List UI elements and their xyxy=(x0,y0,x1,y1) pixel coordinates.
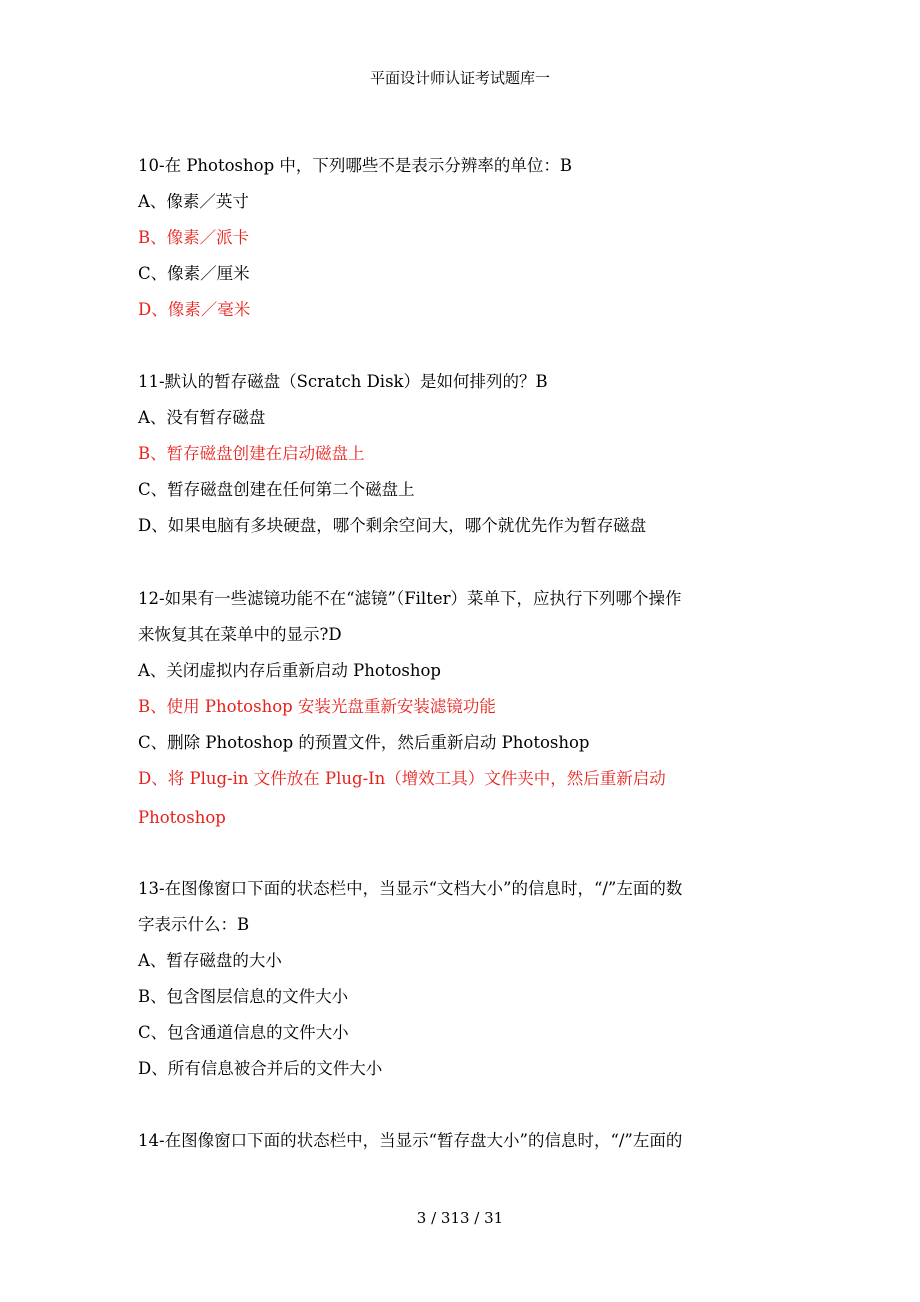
question-12-stem-line-2: 来恢复其在菜单中的显示?D xyxy=(138,625,342,644)
question-11-option-c: C、暂存磁盘创建在任何第二个磁盘上 xyxy=(138,480,415,499)
question-12-option-c: C、删除 Photoshop 的预置文件，然后重新启动 Photoshop xyxy=(138,733,590,752)
question-11-option-d: D、如果电脑有多块硬盘，哪个剩余空间大，哪个就优先作为暂存磁盘 xyxy=(138,516,647,535)
page-number: 3 / 313 / 31 xyxy=(416,1209,504,1227)
question-13-option-d: D、所有信息被合并后的文件大小 xyxy=(138,1059,383,1078)
question-14-stem: 14-在图像窗口下面的状态栏中，当显示“暂存盘大小”的信息时，“/”左面的 xyxy=(138,1131,683,1150)
question-10-option-a: A、像素／英寸 xyxy=(138,192,249,211)
question-11-option-a: A、没有暂存磁盘 xyxy=(138,408,266,427)
question-10-stem: 10-在 Photoshop 中，下列哪些不是表示分辨率的单位：B xyxy=(138,156,573,175)
question-12-stem-line-1: 12-如果有一些滤镜功能不在“滤镜”（Filter）菜单下，应执行下列哪个操作 xyxy=(138,589,682,608)
question-10-option-b: B、像素／派卡 xyxy=(138,228,250,247)
question-13-stem-line-1: 13-在图像窗口下面的状态栏中，当显示“文档大小”的信息时，“/”左面的数 xyxy=(138,879,683,898)
question-13-option-b: B、包含图层信息的文件大小 xyxy=(138,987,349,1006)
question-13-option-c: C、包含通道信息的文件大小 xyxy=(138,1023,349,1042)
question-12-option-b: B、使用 Photoshop 安装光盘重新安装滤镜功能 xyxy=(138,697,496,716)
question-12-option-a: A、关闭虚拟内存后重新启动 Photoshop xyxy=(138,661,441,680)
page-header: 平面设计师认证考试题库一 xyxy=(369,69,550,87)
question-10-option-c: C、像素／厘米 xyxy=(138,264,250,283)
question-12-option-d-continued: Photoshop xyxy=(138,808,226,827)
question-12-option-d: D、将 Plug-in 文件放在 Plug-In（增效工具）文件夹中，然后重新启动 xyxy=(138,769,666,788)
question-11-option-b: B、暂存磁盘创建在启动磁盘上 xyxy=(138,444,365,463)
question-13-option-a: A、暂存磁盘的大小 xyxy=(138,951,282,970)
question-11-stem: 11-默认的暂存磁盘（Scratch Disk）是如何排列的？B xyxy=(138,372,548,391)
question-13-stem-line-2: 字表示什么：B xyxy=(138,915,250,934)
question-10-option-d: D、像素／毫米 xyxy=(138,300,251,319)
